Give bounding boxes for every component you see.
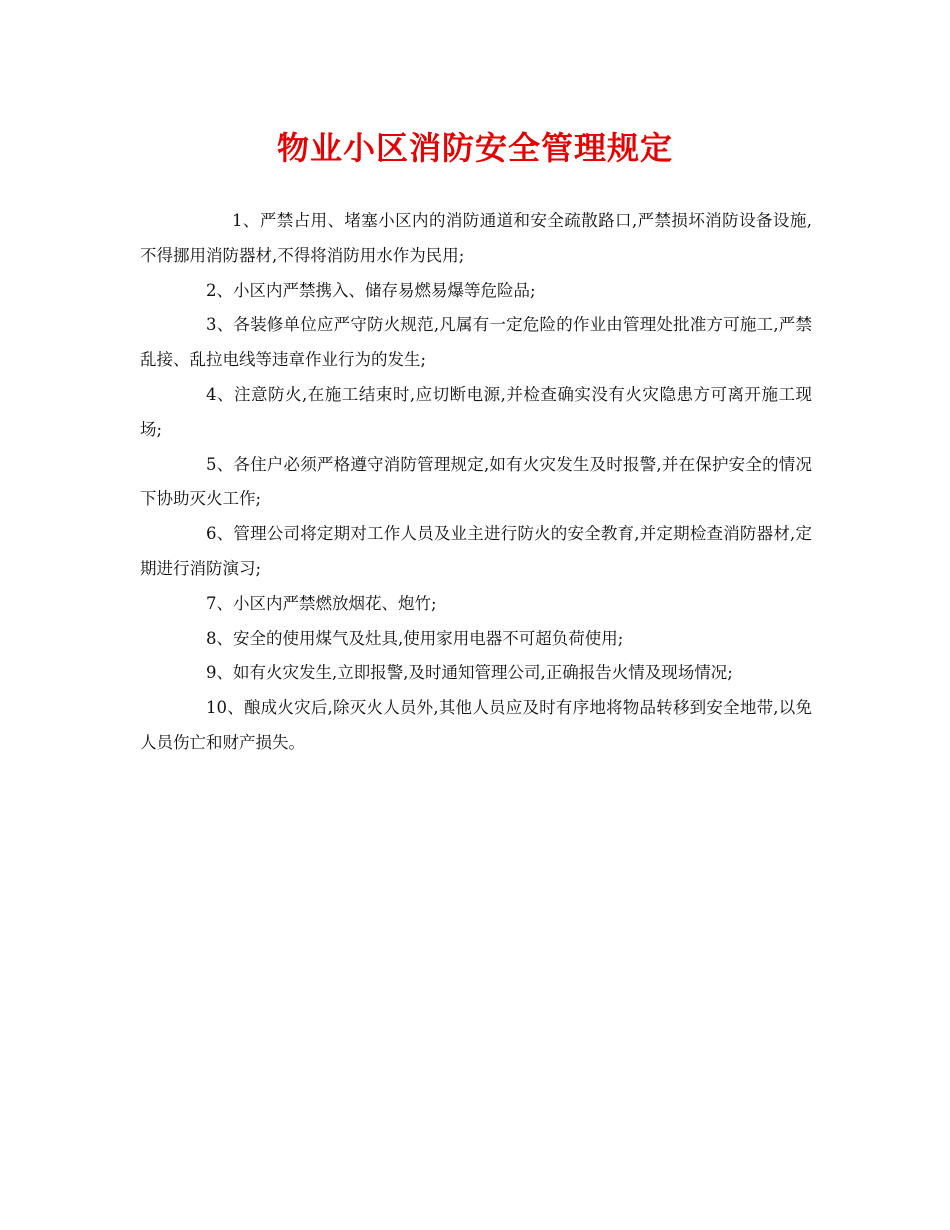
document-title: 物业小区消防安全管理规定 xyxy=(276,129,673,167)
rule-paragraph-3: 3、各装修单位应严守防火规范,凡属有一定危险的作业由管理处批准方可施工,严禁乱接、乱拉电线等违章作业行为的发生; xyxy=(140,315,812,370)
rule-paragraph-1: 1、严禁占用、堵塞小区内的消防通道和安全疏散路口,严禁损坏消防设备设施,不得挪用消防器材,不得将消防用水作为民用; xyxy=(140,211,812,265)
rule-paragraph-2: 2、小区内严禁携入、储存易燃易爆等危险品; xyxy=(206,280,536,300)
rule-paragraph-10: 10、酿成火灾后,除灭火人员外,其他人员应及时有序地将物品转移到安全地带,以免人员伤亡和财产损失。 xyxy=(140,698,812,752)
rule-paragraph-6: 6、管理公司将定期对工作人员及业主进行防火的安全教育,并定期检查消防器材,定期进行消防演习; xyxy=(140,524,812,578)
rule-paragraph-4: 4、注意防火,在施工结束时,应切断电源,并检查确实没有火灾隐患方可离开施工现场; xyxy=(140,384,812,439)
rule-paragraph-7: 7、小区内严禁燃放烟花、炮竹; xyxy=(206,593,437,613)
document-body xyxy=(140,204,812,761)
rule-paragraph-9: 9、如有火灾发生,立即报警,及时通知管理公司,正确报告火情及现场情况; xyxy=(206,663,733,683)
rule-paragraph-5: 5、各住户必须严格遵守消防管理规定,如有火灾发生及时报警,并在保护安全的情况下协助灭火工作; xyxy=(140,454,812,509)
rule-paragraph-8: 8、安全的使用煤气及灶具,使用家用电器不可超负荷使用; xyxy=(206,628,624,648)
